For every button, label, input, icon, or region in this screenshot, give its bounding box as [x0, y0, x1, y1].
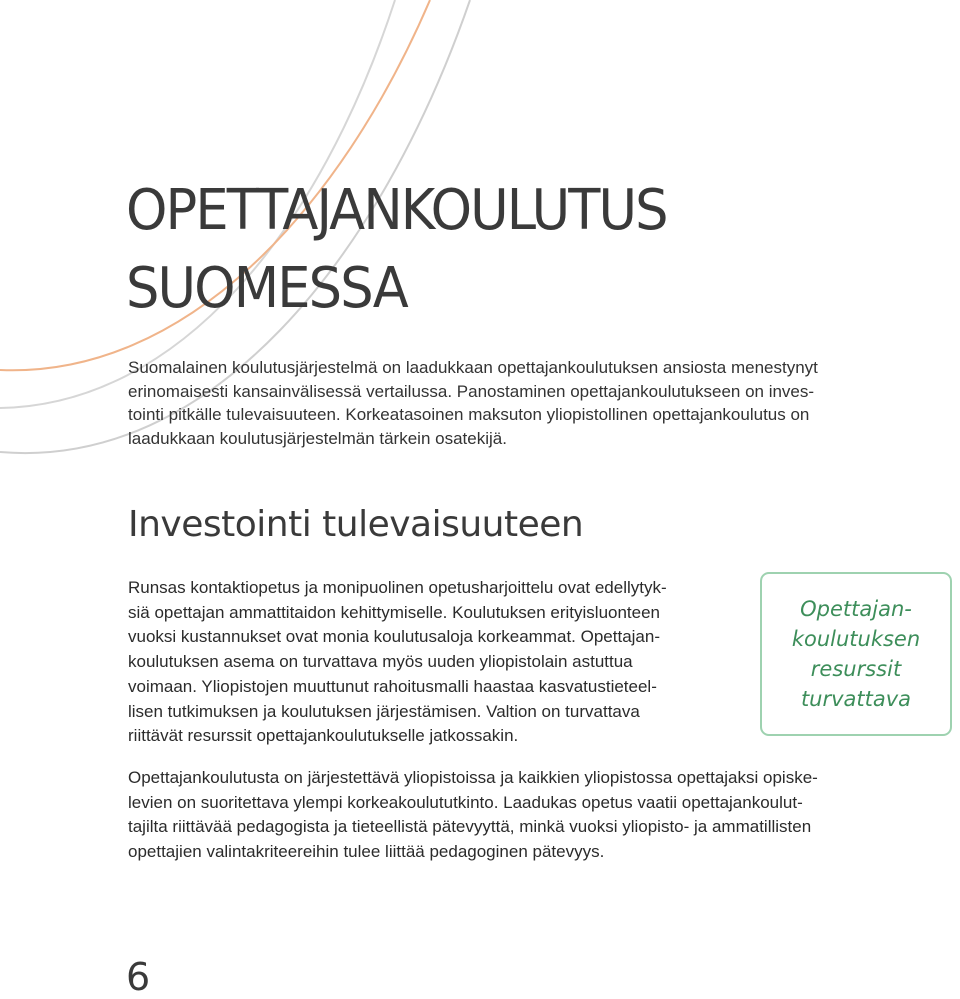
closing-paragraph — [128, 766, 908, 864]
page-title-line-2: SUOMESSA — [126, 256, 407, 321]
closing-line-2: levien on suoritettava ylempi korkeakoulututkinto. Laadukas opetus vaatii opettajankoulut- — [128, 792, 803, 812]
page-title-line-1: OPETTAJANKOULUTUS — [126, 178, 667, 243]
section-heading: Investointi tulevaisuuteen — [128, 504, 584, 545]
intro-line-2: erinomaisesti kansainvälisessä vertailussa. Panostaminen opettajankoulutukseen on inves- — [128, 381, 815, 401]
body-line-7: riittävät resurssit opettajankoulutukselle jatkossakin. — [128, 726, 519, 746]
callout-line-1: Opettajan- — [800, 597, 912, 621]
closing-line-3: tajilta riittävää pedagogista ja tieteellistä pätevyyttä, minkä vuoksi yliopisto- ja ammatillisten — [128, 817, 812, 836]
intro-line-1: Suomalainen koulutusjärjestelmä on laadukkaan opettajankoulutuksen ansiosta menestynyt — [128, 358, 818, 377]
page-number: 6 — [126, 955, 151, 999]
body-paragraph — [128, 576, 738, 749]
body-line-1: Runsas kontaktiopetus ja monipuolinen opetusharjoittelu ovat edellytyk- — [128, 578, 667, 597]
body-line-2: siä opettajan ammattitaidon kehittymiselle. Koulutuksen erityisluonteen — [128, 602, 661, 622]
closing-line-1: Opettajankoulutusta on järjestettävä yliopistoissa ja kaikkien yliopistossa opettajaksi opiske- — [128, 768, 818, 787]
callout-text — [792, 594, 920, 714]
body-line-5: voimaan. Yliopistojen muuttunut rahoitusmalli haastaa kasvatustieteel- — [128, 676, 657, 696]
intro-line-3: tointi pitkälle tulevaisuuteen. Korkeatasoinen maksuton yliopistollinen opettajankoulutus on — [128, 405, 810, 424]
closing-line-4: opettajien valintakriteereihin tulee liittää pedagoginen pätevyys. — [128, 841, 605, 861]
intro-paragraph — [128, 356, 908, 450]
callout-line-2: koulutuksen — [791, 627, 921, 651]
body-line-3: vuoksi kustannukset ovat monia koulutusaloja korkeammat. Opettajan- — [128, 627, 660, 647]
body-line-6: lisen tutkimuksen ja koulutuksen järjestämisen. Valtion on turvattava — [128, 701, 640, 721]
callout-line-3: resurssit — [810, 657, 902, 681]
body-line-4: koulutuksen asema on turvattava myös uuden yliopistolain astuttua — [128, 652, 633, 672]
intro-line-4: laadukkaan koulutusjärjestelmän tärkein osatekijä. — [128, 428, 507, 448]
callout-box — [760, 572, 952, 736]
page-title — [126, 172, 667, 328]
callout-line-4: turvattava — [800, 687, 912, 711]
